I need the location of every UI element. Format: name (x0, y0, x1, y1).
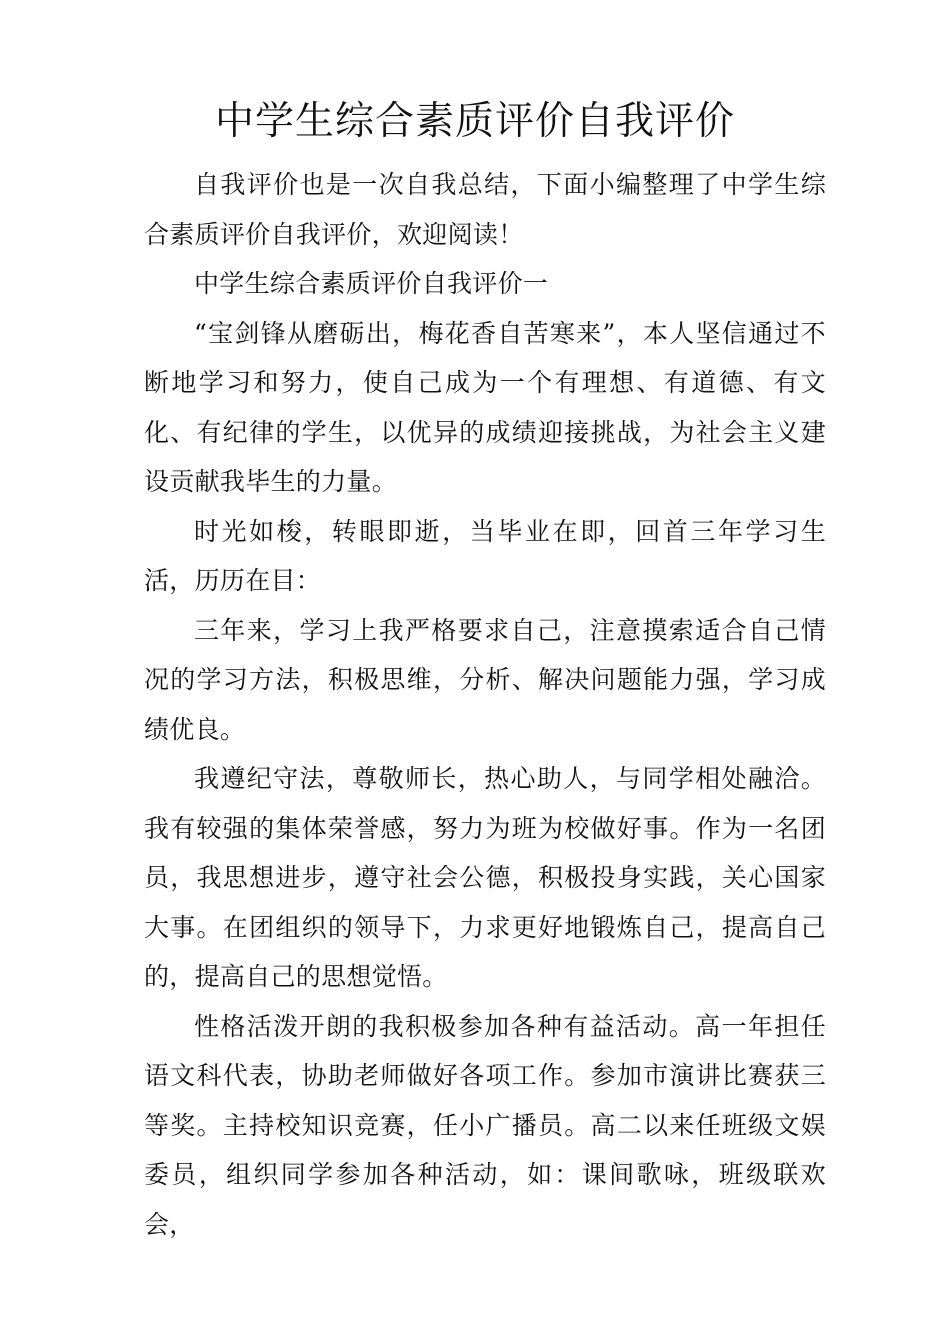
body-paragraph: 时光如梭，转眼即逝，当毕业在即，回首三年学习生活，历历在目： (144, 516, 826, 595)
body-paragraph: 性格活泼开朗的我积极参加各种有益活动。高一年担任语文科代表，协助老师做好各项工作。参加市演讲比赛获三等奖。主持校知识竞赛，任小广播员。高二以来任班级文娱委员，组织同学参加各种活动，如：课间歌咏，班级联欢会， (144, 1011, 826, 1239)
section-heading: 中学生综合素质评价自我评价一 (194, 269, 549, 298)
body-paragraph: 三年来，学习上我严格要求自己，注意摸索适合自己情况的学习方法，积极思维，分析、解决问题能力强，学习成绩优良。 (144, 615, 826, 744)
intro-paragraph: 自我评价也是一次自我总结，下面小编整理了中学生综合素质评价自我评价，欢迎阅读！ (144, 170, 826, 249)
document-title: 中学生综合素质评价自我评价 (214, 99, 735, 144)
body-paragraph: “宝剑锋从磨砺出，梅花香自苦寒来”，本人坚信通过不断地学习和努力，使自己成为一个有理想、有道德、有文化、有纪律的学生，以优异的成绩迎接挑战，为社会主义建设贡献我毕生的力量。 (144, 318, 826, 496)
body-paragraph: 我遵纪守法，尊敬师长，热心助人，与同学相处融洽。我有较强的集体荣誉感，努力为班为校做好事。作为一名团员，我思想进步，遵守社会公德，积极投身实践，关心国家大事。在团组织的领导下，力求更好地锻炼自己，提高自己的，提高自己的思想觉悟。 (144, 764, 826, 991)
document-body (144, 160, 826, 1249)
